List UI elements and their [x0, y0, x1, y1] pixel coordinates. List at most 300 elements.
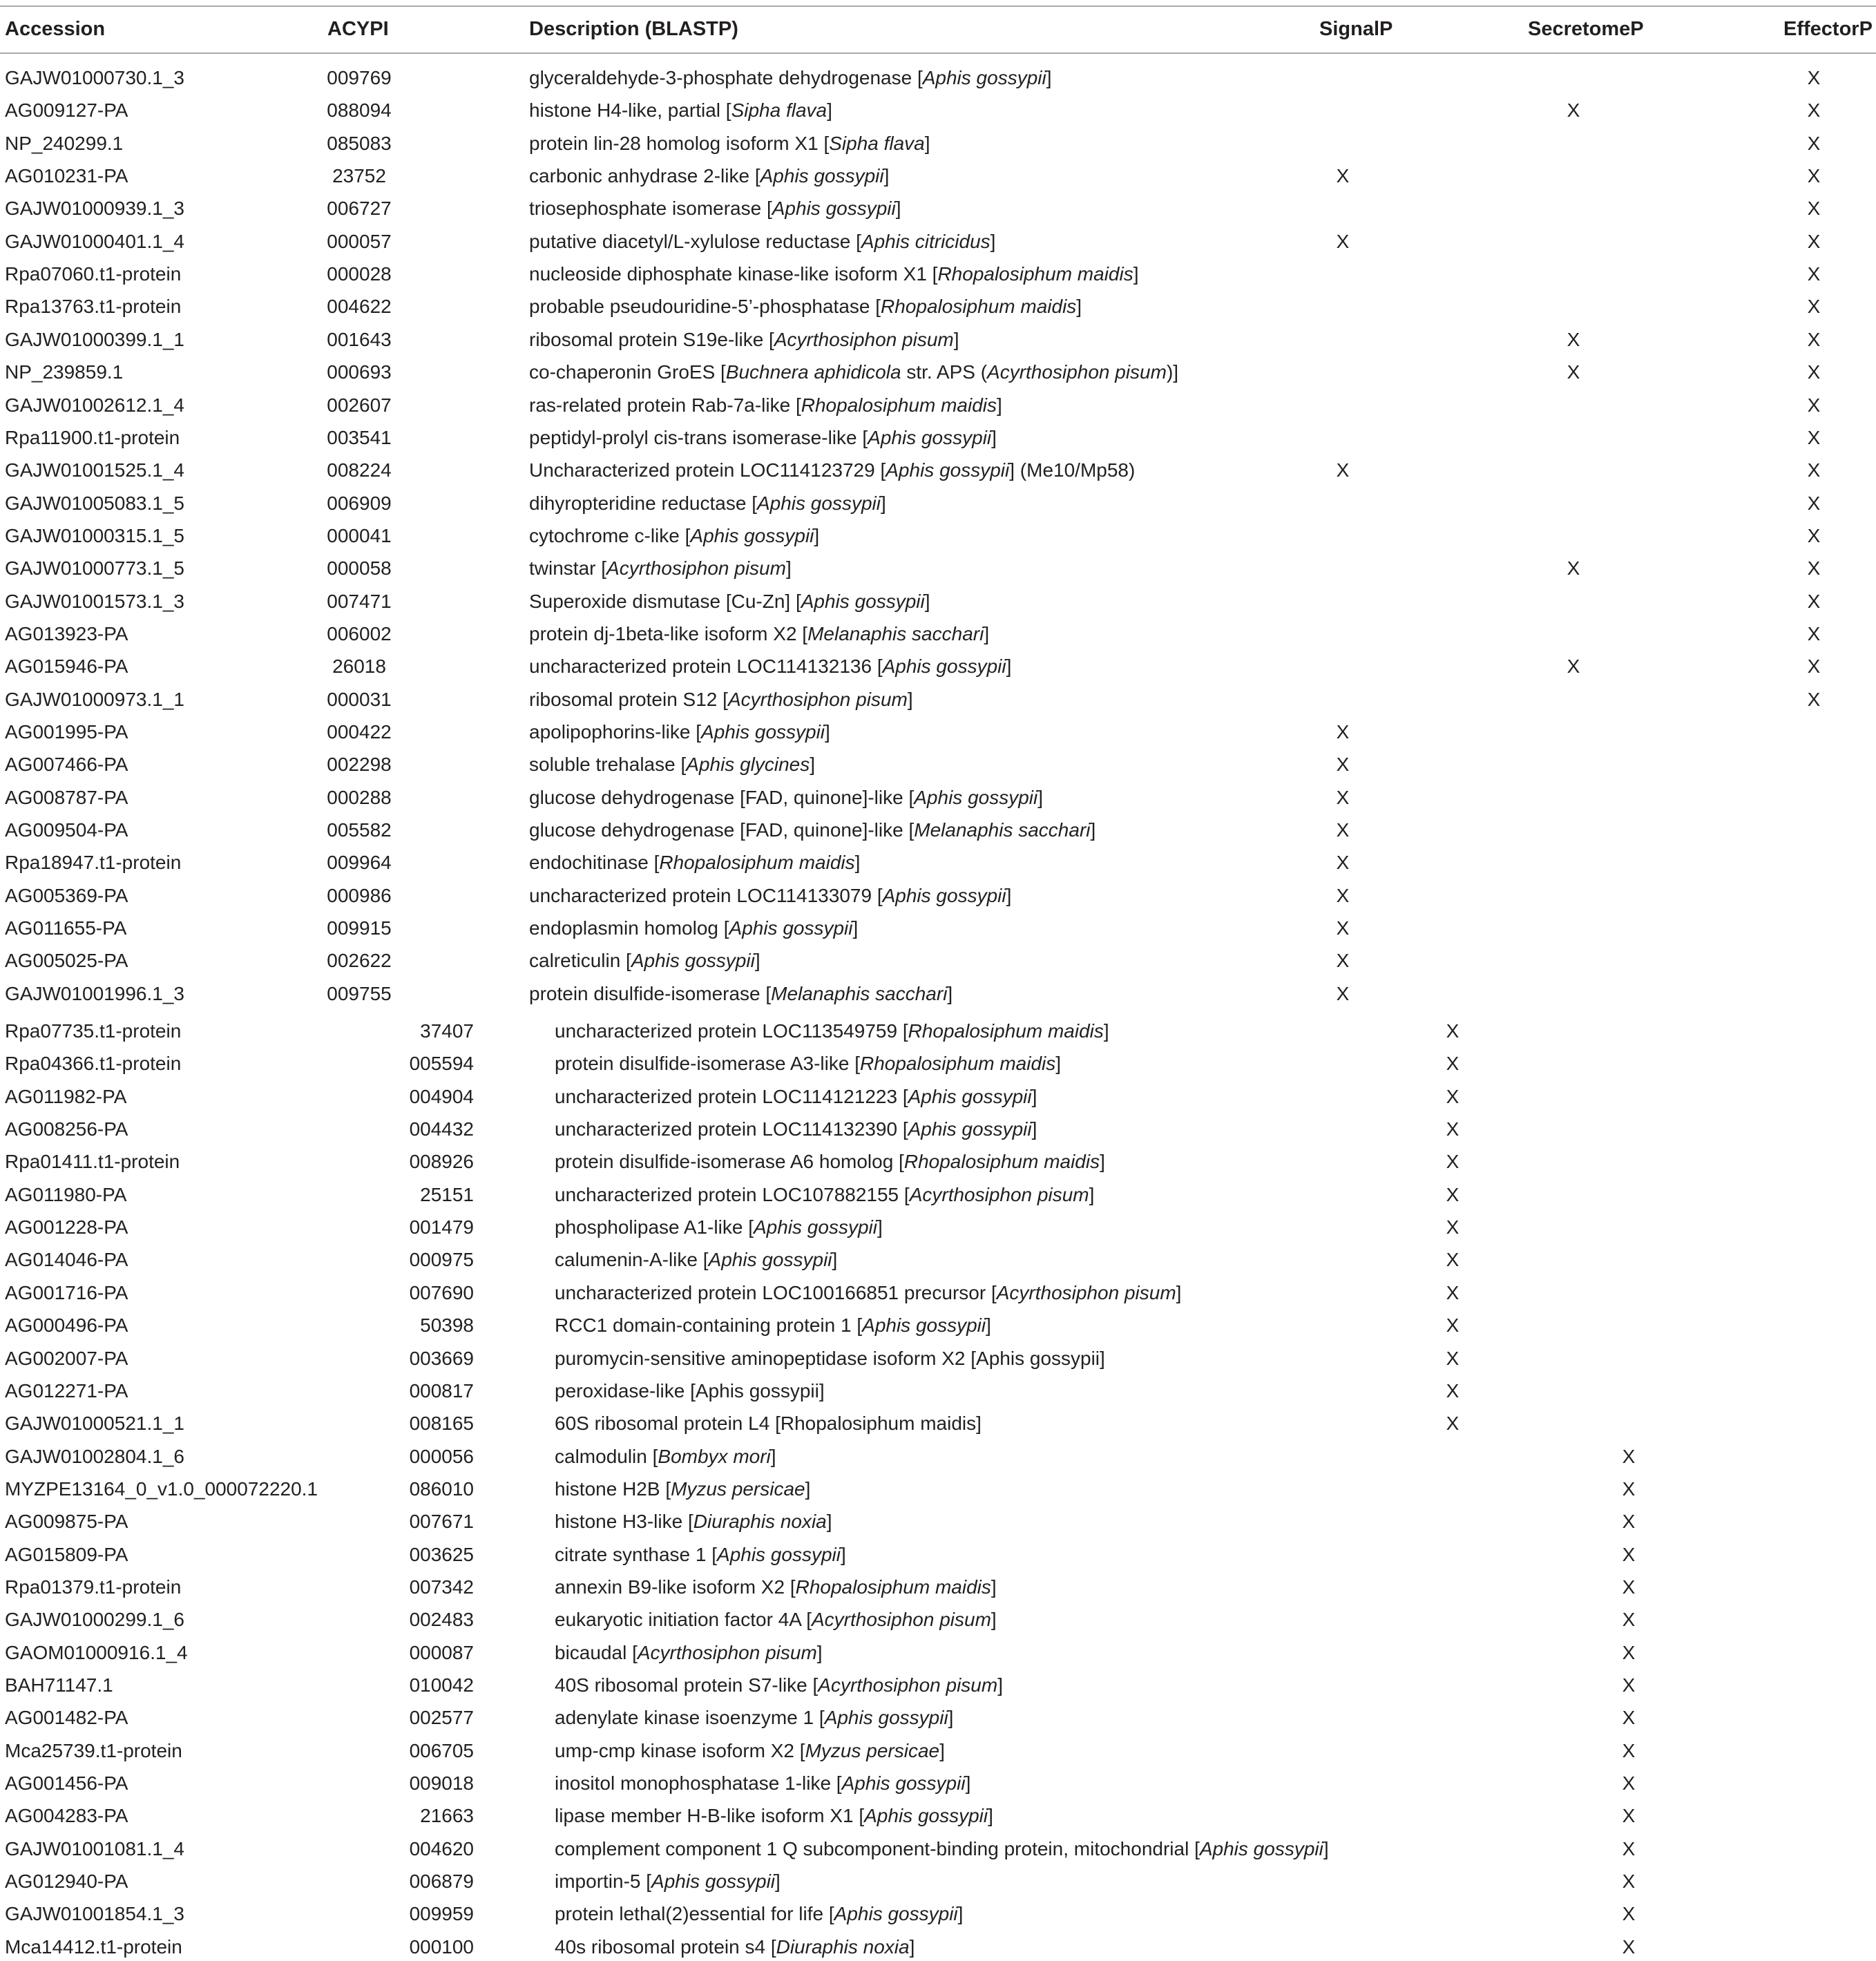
mark-effectorp: X [1807, 459, 1821, 481]
description-text: ] [841, 1543, 846, 1565]
cell-description [555, 1704, 953, 1732]
cell-acypi: 002622 [327, 950, 392, 972]
mark-signalp: X [1446, 1379, 1459, 1402]
mark-secretomep: X [1567, 99, 1580, 122]
description-text: ] [810, 754, 816, 776]
cell-accession: GAJW01000401.1_4 [5, 230, 184, 252]
mark-signalp: X [1446, 1249, 1459, 1271]
cell-acypi: 003625 [409, 1543, 474, 1565]
description-text: ] [854, 852, 861, 874]
mark-secretomep: X [1622, 1576, 1636, 1598]
cell-acypi: 002298 [327, 754, 392, 776]
description-text: uncharacterized protein LOC114121223 [ [555, 1085, 908, 1107]
cell-description [529, 326, 959, 354]
description-text: uncharacterized protein LOC114132390 [ [555, 1118, 908, 1140]
species-name: Aphis gossypii [708, 1249, 832, 1271]
cell-acypi: 003541 [327, 426, 392, 448]
cell-accession: AG015809-PA [5, 1543, 128, 1565]
mark-signalp: X [1446, 1053, 1459, 1075]
description-text: ] [990, 1576, 997, 1598]
description-text: ] [1090, 819, 1096, 841]
description-text: Superoxide dismutase [Cu-Zn] [ [529, 590, 801, 612]
cell-acypi: 000028 [327, 263, 392, 285]
cell-accession: Rpa01411.t1-protein [5, 1151, 180, 1173]
mark-effectorp: X [1807, 524, 1821, 546]
cell-accession: AG013923-PA [5, 622, 128, 644]
mark-signalp: X [1446, 1118, 1459, 1140]
cell-description [529, 653, 1011, 680]
cell-acypi: 085083 [327, 132, 392, 154]
species-name: Melanaphis sacchari [771, 982, 948, 1004]
species-name: Sipha flava [829, 132, 925, 154]
description-text: ] [907, 688, 913, 710]
mark-signalp: X [1336, 950, 1350, 972]
species-name: Aphis gossypii [651, 1871, 776, 1893]
description-text: cytochrome c-like [ [529, 524, 691, 546]
description-text: puromycin-sensitive aminopeptidase isoform X2 [Aphis gossypii] [555, 1347, 1105, 1369]
cell-acypi: 000100 [409, 1935, 474, 1958]
cell-acypi: 21663 [420, 1805, 474, 1827]
header-effectorp: EffectorP [1783, 18, 1873, 40]
description-text: ] [754, 950, 760, 972]
cell-acypi: 000975 [409, 1249, 474, 1271]
mark-secretomep: X [1622, 1837, 1636, 1859]
cell-description [555, 1573, 997, 1601]
description-text: glucose dehydrogenase [FAD, quinone]-like [ [529, 786, 915, 808]
cell-accession: AG008256-PA [5, 1118, 128, 1140]
mark-effectorp: X [1807, 361, 1821, 383]
description-text: ] [997, 394, 1002, 416]
cell-accession: NP_240299.1 [5, 132, 124, 154]
cell-description [529, 293, 1082, 321]
cell-accession: Rpa01379.t1-protein [5, 1576, 182, 1598]
species-name: Sipha flava [731, 99, 827, 122]
description-text: ] (Me10/Mp58) [1009, 459, 1136, 481]
species-name: Aphis gossypii [690, 524, 814, 546]
description-text: annexin B9-like isoform X2 [ [555, 1576, 796, 1598]
cell-acypi: 008165 [409, 1413, 474, 1435]
mark-effectorp: X [1807, 132, 1821, 154]
cell-accession: Rpa04366.t1-protein [5, 1053, 182, 1075]
description-text: importin-5 [ [555, 1871, 652, 1893]
cell-acypi: 009769 [327, 67, 392, 88]
cell-description [555, 1345, 1105, 1372]
table-top-rule [0, 6, 1876, 7]
mark-secretomep: X [1622, 1609, 1636, 1631]
cell-acypi: 005594 [409, 1053, 474, 1075]
description-text: glyceraldehyde-3-phosphate dehydrogenase [ [529, 67, 923, 88]
cell-accession: GAJW01000521.1_1 [5, 1413, 184, 1435]
cell-description [555, 1672, 1003, 1699]
mark-signalp: X [1336, 852, 1350, 874]
cell-acypi: 37407 [420, 1020, 474, 1042]
mark-secretomep: X [1622, 1511, 1636, 1533]
mark-signalp: X [1446, 1183, 1459, 1205]
cell-description [529, 490, 886, 517]
cell-accession: AG001995-PA [5, 721, 128, 743]
species-name: Diuraphis noxia [693, 1511, 827, 1533]
cell-accession: GAJW01000939.1_3 [5, 198, 184, 220]
cell-description [555, 1246, 837, 1274]
description-text: endoplasmin homolog [ [529, 917, 729, 939]
description-text: ] [990, 230, 996, 252]
description-text: ] [1031, 1085, 1037, 1107]
description-text: protein disulfide-isomerase A3-like [ [555, 1053, 860, 1075]
species-name: Rhopalosiphum maidis [903, 1151, 1100, 1173]
description-text: protein lethal(2)essential for life [ [555, 1903, 834, 1925]
mark-signalp: X [1336, 884, 1350, 906]
cell-accession: Rpa07060.t1-protein [5, 263, 182, 285]
cell-accession: AG011982-PA [5, 1085, 127, 1107]
species-name: Aphis gossypii [841, 1772, 966, 1795]
cell-acypi: 006002 [327, 622, 392, 644]
mark-signalp: X [1336, 721, 1350, 743]
species-name: Aphis gossypii [886, 459, 1010, 481]
cell-accession: GAJW01000399.1_1 [5, 328, 184, 350]
description-text: ] [1076, 296, 1082, 318]
description-text: ] [984, 622, 990, 644]
mark-secretomep: X [1622, 1805, 1636, 1827]
cell-accession: AG005025-PA [5, 950, 128, 972]
cell-description [529, 228, 995, 256]
header-signalp: SignalP [1319, 18, 1393, 40]
species-name: Acyrthosiphon pisum [987, 361, 1167, 383]
species-name: Aphis gossypii [729, 917, 853, 939]
description-text: ] [832, 1249, 838, 1271]
cell-accession: GAJW01001996.1_3 [5, 982, 184, 1004]
cell-acypi: 002607 [327, 394, 392, 416]
species-name: Aphis gossypii [824, 1707, 948, 1729]
mark-effectorp: X [1807, 557, 1821, 580]
cell-accession: AG007466-PA [5, 754, 128, 776]
mark-secretomep: X [1567, 328, 1580, 350]
cell-accession: GAJW01002804.1_6 [5, 1445, 184, 1467]
description-text: ] [1031, 1118, 1037, 1140]
species-name: Myzus persicae [671, 1477, 805, 1500]
description-text: probable pseudouridine-5’-phosphatase [ [529, 296, 881, 318]
species-name: Aphis gossypii [864, 1805, 988, 1827]
species-name: Aphis gossypii [882, 656, 1006, 678]
cell-acypi: 000056 [409, 1445, 474, 1467]
species-name: Aphis gossypii [801, 590, 925, 612]
mark-effectorp: X [1807, 590, 1821, 612]
description-text: )] [1166, 361, 1179, 383]
description-text: ] [785, 557, 792, 580]
cell-acypi: 000422 [327, 721, 392, 743]
mark-secretomep: X [1622, 1871, 1636, 1893]
species-name: Melanaphis sacchari [807, 622, 984, 644]
description-text: ] [880, 492, 886, 514]
cell-description [555, 1312, 991, 1339]
cell-acypi: 001479 [409, 1216, 474, 1238]
cell-acypi: 23752 [332, 165, 386, 187]
description-text: putative diacetyl/L-xylulose reductase [ [529, 230, 861, 252]
mark-effectorp: X [1807, 263, 1821, 285]
cell-description [555, 1214, 883, 1241]
species-name: Melanaphis sacchari [914, 819, 1091, 841]
cell-accession: AG002007-PA [5, 1347, 128, 1369]
cell-accession: AG014046-PA [5, 1249, 128, 1271]
description-text: ] [1089, 1183, 1095, 1205]
cell-description [555, 1116, 1037, 1143]
cell-description [555, 1475, 810, 1503]
description-text: calmodulin [ [555, 1445, 658, 1467]
cell-accession: AG012271-PA [5, 1379, 128, 1402]
mark-effectorp: X [1807, 296, 1821, 318]
mark-effectorp: X [1807, 230, 1821, 252]
cell-description [555, 1508, 832, 1536]
species-name: Rhopalosiphum maidis [795, 1576, 991, 1598]
mark-signalp: X [1446, 1216, 1459, 1238]
cell-acypi: 000058 [327, 557, 392, 580]
mark-effectorp: X [1807, 165, 1821, 187]
description-text: ] [895, 198, 901, 220]
cell-accession: AG011980-PA [5, 1183, 127, 1205]
cell-accession: AG009504-PA [5, 819, 128, 841]
cell-description [529, 162, 889, 190]
cell-description [529, 980, 953, 1008]
description-text: ] [1037, 786, 1044, 808]
description-text: ] [924, 132, 930, 154]
description-text: ] [990, 1609, 997, 1631]
header-rule [0, 52, 1876, 54]
description-text: ] [1323, 1837, 1329, 1859]
cell-acypi: 000031 [327, 688, 392, 710]
description-text: apolipophorins-like [ [529, 721, 702, 743]
description-text: ] [1103, 1020, 1109, 1042]
mark-secretomep: X [1622, 1641, 1636, 1663]
description-text: ] [965, 1772, 971, 1795]
description-text: triosephosphate isomerase [ [529, 198, 772, 220]
species-name: Acyrthosiphon pisum [606, 557, 786, 580]
cell-description [555, 1933, 915, 1961]
cell-accession: GAJW01000730.1_3 [5, 67, 184, 88]
cell-description [529, 64, 1052, 92]
description-text: ] [826, 1511, 832, 1533]
cell-description [529, 686, 913, 714]
cell-description [555, 1541, 846, 1569]
mark-signalp: X [1336, 819, 1350, 841]
cell-description [555, 1410, 982, 1437]
description-text: ] [948, 1707, 954, 1729]
cell-acypi: 004620 [409, 1837, 474, 1859]
description-text: 40s ribosomal protein s4 [ [555, 1935, 776, 1958]
cell-accession: AG001228-PA [5, 1216, 128, 1238]
cell-description [555, 1868, 781, 1895]
cell-description [529, 392, 1002, 419]
description-text: ] [805, 1477, 811, 1500]
description-text: ] [1006, 656, 1012, 678]
species-name: Rhopalosiphum maidis [859, 1053, 1056, 1075]
description-text: soluble trehalase [ [529, 754, 687, 776]
species-name: Aphis gossypii [701, 721, 825, 743]
cell-acypi: 003669 [409, 1347, 474, 1369]
cell-accession: NP_239859.1 [5, 361, 124, 383]
mark-effectorp: X [1807, 198, 1821, 220]
cell-acypi: 006879 [409, 1871, 474, 1893]
cell-accession: AG009875-PA [5, 1511, 128, 1533]
mark-signalp: X [1336, 165, 1350, 187]
cell-accession: Mca14412.t1-protein [5, 1935, 182, 1958]
cell-acypi: 000986 [327, 884, 392, 906]
description-text: nucleoside diphosphate kinase-like isoform X1 [ [529, 263, 938, 285]
description-text: ] [947, 982, 953, 1004]
species-name: Aphis gossypii [922, 67, 1046, 88]
mark-effectorp: X [1807, 426, 1821, 448]
description-text: ] [1006, 884, 1012, 906]
cell-accession: AG010231-PA [5, 165, 128, 187]
cell-acypi: 009018 [409, 1772, 474, 1795]
cell-description [555, 1900, 963, 1928]
cell-accession: GAJW01000973.1_1 [5, 688, 184, 710]
mark-secretomep: X [1567, 361, 1580, 383]
species-name: Aphis gossypii [908, 1118, 1032, 1140]
description-text: protein disulfide-isomerase [ [529, 982, 772, 1004]
description-text: histone H4-like, partial [ [529, 99, 731, 122]
cell-description [529, 97, 832, 124]
mark-secretomep: X [1622, 1543, 1636, 1565]
cell-description [555, 1181, 1094, 1209]
cell-accession: MYZPE13164_0_v1.0_000072220.1 [5, 1477, 318, 1500]
cell-description [529, 195, 901, 222]
mark-secretomep: X [1567, 656, 1580, 678]
cell-accession: AG009127-PA [5, 99, 128, 122]
description-text: citrate synthase 1 [ [555, 1543, 718, 1565]
description-text: ] [770, 1445, 776, 1467]
description-text: complement component 1 Q subcomponent-binding protein, mitochondrial [ [555, 1837, 1200, 1859]
description-text: carbonic anhydrase 2-like [ [529, 165, 760, 187]
description-text: ] [909, 1935, 915, 1958]
cell-description [555, 1606, 997, 1634]
species-name: Aphis gossypii [753, 1216, 877, 1238]
species-name: Rhopalosiphum maidis [659, 852, 855, 874]
species-name: Aphis gossypii [834, 1903, 958, 1925]
mark-signalp: X [1336, 917, 1350, 939]
mark-secretomep: X [1622, 1772, 1636, 1795]
species-name: Rhopalosiphum maidis [937, 263, 1133, 285]
cell-acypi: 004622 [327, 296, 392, 318]
cell-acypi: 088094 [327, 99, 392, 122]
cell-description [555, 1770, 970, 1797]
description-text: ras-related protein Rab-7a-like [ [529, 394, 801, 416]
description-text: ] [939, 1739, 945, 1761]
description-text: ] [814, 524, 820, 546]
mark-secretomep: X [1622, 1707, 1636, 1729]
description-text: ribosomal protein S19e-like [ [529, 328, 774, 350]
description-text: peroxidase-like [Aphis gossypii] [555, 1379, 825, 1402]
species-name: Aphis gossypii [717, 1543, 841, 1565]
description-text: 40S ribosomal protein S7-like [ [555, 1674, 819, 1696]
cell-accession: GAJW01001081.1_4 [5, 1837, 184, 1859]
mark-secretomep: X [1567, 557, 1580, 580]
cell-acypi: 26018 [332, 656, 386, 678]
cell-accession: GAJW01001573.1_3 [5, 590, 184, 612]
description-text: Uncharacterized protein LOC114123729 [ [529, 459, 886, 481]
description-text: uncharacterized protein LOC113549759 [ [555, 1020, 908, 1042]
cell-acypi: 008926 [409, 1151, 474, 1173]
cell-description [529, 718, 830, 746]
description-text: ] [924, 590, 930, 612]
description-text: ump-cmp kinase isoform X2 [ [555, 1739, 805, 1761]
cell-description [529, 915, 858, 942]
cell-accession: Rpa11900.t1-protein [5, 426, 180, 448]
description-text: uncharacterized protein LOC114132136 [ [529, 656, 883, 678]
cell-description [529, 882, 1011, 910]
description-text: calreticulin [ [529, 950, 631, 972]
cell-accession: GAJW01000315.1_5 [5, 524, 184, 546]
cell-acypi: 009915 [327, 917, 392, 939]
description-text: ] [991, 426, 997, 448]
mark-signalp: X [1336, 230, 1350, 252]
cell-description [555, 1083, 1037, 1111]
cell-acypi: 008224 [327, 459, 392, 481]
description-text: ] [775, 1871, 781, 1893]
mark-effectorp: X [1807, 688, 1821, 710]
species-name: Diuraphis noxia [776, 1935, 910, 1958]
species-name: Buchnera aphidicola [725, 361, 901, 383]
mark-secretomep: X [1622, 1445, 1636, 1467]
mark-signalp: X [1336, 982, 1350, 1004]
species-name: Aphis gossypii [772, 198, 896, 220]
species-name: Myzus persicae [805, 1739, 940, 1761]
mark-secretomep: X [1622, 1903, 1636, 1925]
description-text: peptidyl-prolyl cis-trans isomerase-like [ [529, 426, 868, 448]
description-text: ] [953, 328, 959, 350]
cell-acypi: 009755 [327, 982, 392, 1004]
mark-signalp: X [1446, 1314, 1459, 1337]
cell-accession: AG011655-PA [5, 917, 127, 939]
mark-signalp: X [1446, 1151, 1459, 1173]
cell-description [555, 1802, 993, 1830]
species-name: Acyrthosiphon pisum [727, 688, 908, 710]
cell-accession: AG001716-PA [5, 1281, 128, 1303]
cell-description [529, 522, 819, 550]
description-text: phospholipase A1-like [ [555, 1216, 754, 1238]
description-text: ] [883, 165, 890, 187]
cell-acypi: 001643 [327, 328, 392, 350]
description-text: ] [852, 917, 859, 939]
species-name: Aphis gossypii [760, 165, 884, 187]
cell-acypi: 007471 [327, 590, 392, 612]
header-description: Description (BLASTP) [529, 18, 738, 40]
description-text: ] [877, 1216, 883, 1238]
species-name: Aphis gossypii [882, 884, 1006, 906]
species-name: Acyrthosiphon pisum [818, 1674, 998, 1696]
mark-effectorp: X [1807, 492, 1821, 514]
cell-acypi: 002577 [409, 1707, 474, 1729]
cell-acypi: 000817 [409, 1379, 474, 1402]
cell-description [555, 1017, 1109, 1045]
cell-accession: AG015946-PA [5, 656, 128, 678]
mark-signalp: X [1336, 786, 1350, 808]
cell-accession: AG004283-PA [5, 1805, 128, 1827]
header-acypi: ACYPI [327, 18, 389, 40]
cell-accession: AG001456-PA [5, 1772, 128, 1795]
description-text: uncharacterized protein LOC100166851 precursor [ [555, 1281, 997, 1303]
cell-accession: AG001482-PA [5, 1707, 128, 1729]
mark-signalp: X [1446, 1413, 1459, 1435]
cell-description [529, 620, 989, 648]
description-text: ] [1133, 263, 1139, 285]
mark-signalp: X [1446, 1085, 1459, 1107]
description-text: ] [957, 1903, 964, 1925]
species-name: Aphis gossypii [862, 1314, 986, 1337]
description-text: 60S ribosomal protein L4 [Rhopalosiphum maidis] [555, 1413, 982, 1435]
description-text: ] [825, 721, 830, 743]
description-text: dihyropteridine reductase [ [529, 492, 757, 514]
description-text: calumenin-A-like [ [555, 1249, 709, 1271]
mark-effectorp: X [1807, 328, 1821, 350]
